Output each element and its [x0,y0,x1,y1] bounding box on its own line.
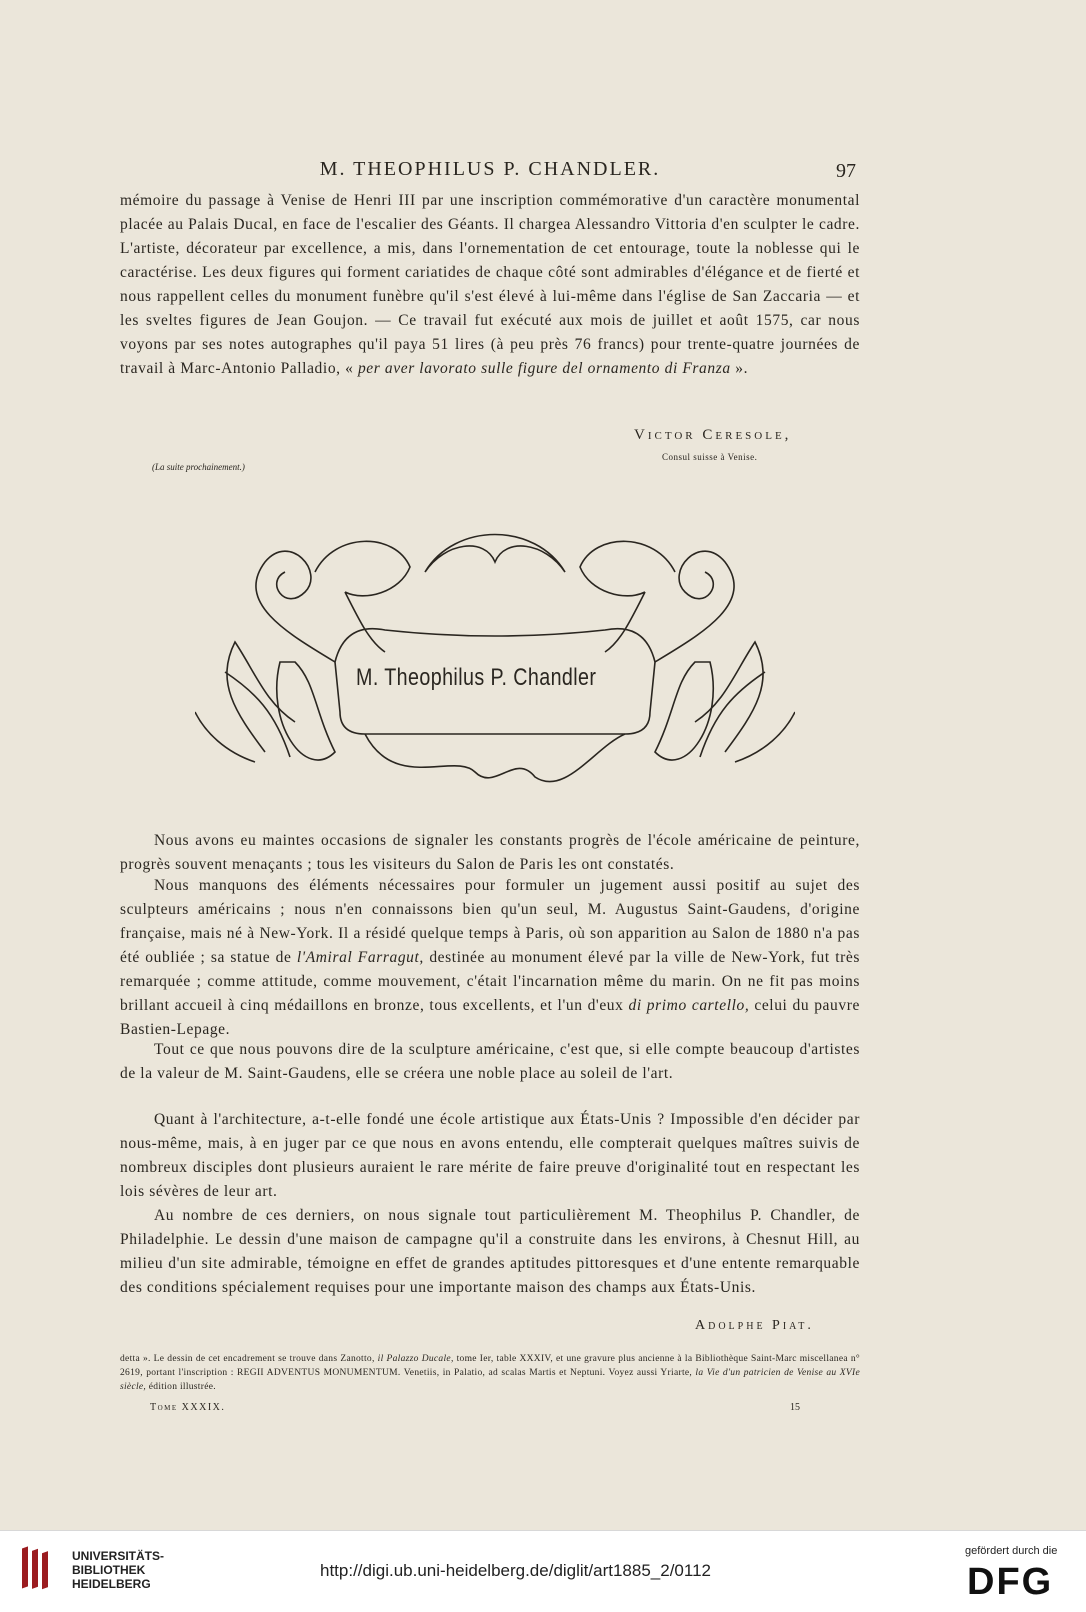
scroll-left [256,551,335,662]
page-number: 97 [836,160,856,182]
paragraph-2: Nous avons eu maintes occasions de signaler les constants progrès de l'école américaine de peinture, progrès souvent menaçants ; tous les visiteurs du Salon de Paris les ont constatés. [120,832,860,873]
lion-right [580,541,675,652]
permalink-url[interactable]: http://digi.ub.uni-heidelberg.de/diglit/art1885_2/0112 [320,1561,711,1580]
running-head: M. THEOPHILUS P. CHANDLER. [319,158,661,180]
volume-label: Tome XXXIX. [150,1402,226,1413]
paragraph-1: mémoire du passage à Venise de Henri III par une inscription commémorative d'un caractère monumental placée au Palais Ducal, en face de l'escalier des Géants. Il chargea Alessandro Vittoria d'en sculpter le cadre. L'artiste, décorateur par excellence, a mis, dans l'ornementation de cet entourage, toute la noblesse qui le caractérise. Les deux figures qui forment cariatides de chaque côté sont admirables d'élégance et de fierté et nous rappellent celles du monument funèbre qu'il s'est élevé à lui-même dans l'église de San Zaccaria — et les sveltes figures de Jean Goujon. — Ce travail fut exécuté aux mois de juillet et août 1575, car nous voyons par ses notes autographes qu'il paya 51 lires (à peu près 76 francs) pour trente-quatre journées de travail à Marc-Antonio Palladio, « per aver lavorato sulle figure del ornamento di Franza ». [120,192,860,377]
paragraph-4: Tout ce que nous pouvons dire de la sculpture américaine, c'est que, si elle compte beaucoup d'artistes de la valeur de M. Saint-Gaudens, elle se créera une noble place au soleil de l'art. [120,1041,860,1082]
leaves-left [195,642,295,762]
paragraph-5: Quant à l'architecture, a-t-elle fondé une école artistique aux États-Unis ? Impossible d'en décider par nous-même, mais, à en juger par ce que nous en avons entendu, elle compterait quelques maîtres suivis de nombreux disciples dont plusieurs auraient le rare mérite de faire preuve d'originalité tout en respectant les lois sévères de leur art. [120,1111,860,1200]
library-name: UNIVERSITÄTS- BIBLIOTHEK HEIDELBERG [72,1549,165,1591]
ornamental-cartouche-illustration [195,512,795,802]
author-signature-piat: Adolphe Piat. [695,1318,814,1333]
viewer-footer [0,1530,1086,1612]
leaves-right [695,642,795,762]
cartouche-title: M. Theophilus P. Chandler [356,664,597,691]
lion-left [315,541,410,652]
footnote: detta ». Le dessin de cet encadrement se trouve dans Zanotto, il Palazzo Ducale, tome Ier, table XXXIV, et une gravure plus ancienne à la Bibliothèque Saint-Marc miscellanea n° 2619, portant l'inscription : REGII ADVENTUS MONUMENTUM. Venetiis, in Palatio, ad scalas Martis et Neptuni. Voyez aussi Yriarte, la Vie d'un patricien de Venise au XVIe siècle, édition illustrée. [120,1354,861,1392]
author-signature-ceresole: Victor Ceresole, [634,427,792,443]
scroll-right [655,551,734,662]
library-logo-icon[interactable] [18,1546,62,1594]
dfg-logo[interactable]: DFG [967,1561,1054,1603]
scroll-bottom [365,734,625,782]
author-title: Consul suisse à Venise. [662,452,758,462]
sheet-number: 15 [790,1402,800,1413]
paragraph-6: Au nombre de ces derniers, on nous signale tout particulièrement M. Theophilus P. Chandler, de Philadelphie. Le dessin d'une maison de campagne qu'il a construite dans les environs, à Chesnut Hill, au milieu d'un site admirable, témoigne en effet de grandes aptitudes pittoresques et d'une entente remarquable des conditions spécialement requises pour une importante maison des champs aux États-Unis. [120,1207,860,1296]
continuation-note: (La suite prochainement.) [152,462,245,472]
paragraph-3: Nous manquons des éléments nécessaires pour formuler un jugement aussi positif au sujet des sculpteurs américains ; nous n'en connaissons bien qu'un seul, M. Augustus Saint-Gaudens, d'origine française, mais né à New-York. Il a résidé quelque temps à Paris, où son apparition au Salon de 1880 n'a pas été oubliée ; sa statue de l'Amiral Farragut, destinée au monument élevé par la ville de New-York, fut très remarquée ; comme attitude, comme mouvement, c'était l'incarnation même du marin. On ne fit pas moins brillant accueil à cinq médaillons en bronze, tous excellents, et l'un d'eux di primo cartello, celui du pauvre Bastien-Lepage. [120,877,861,1038]
sponsor-label: gefördert durch die [965,1545,1058,1557]
scroll-top [425,535,565,573]
